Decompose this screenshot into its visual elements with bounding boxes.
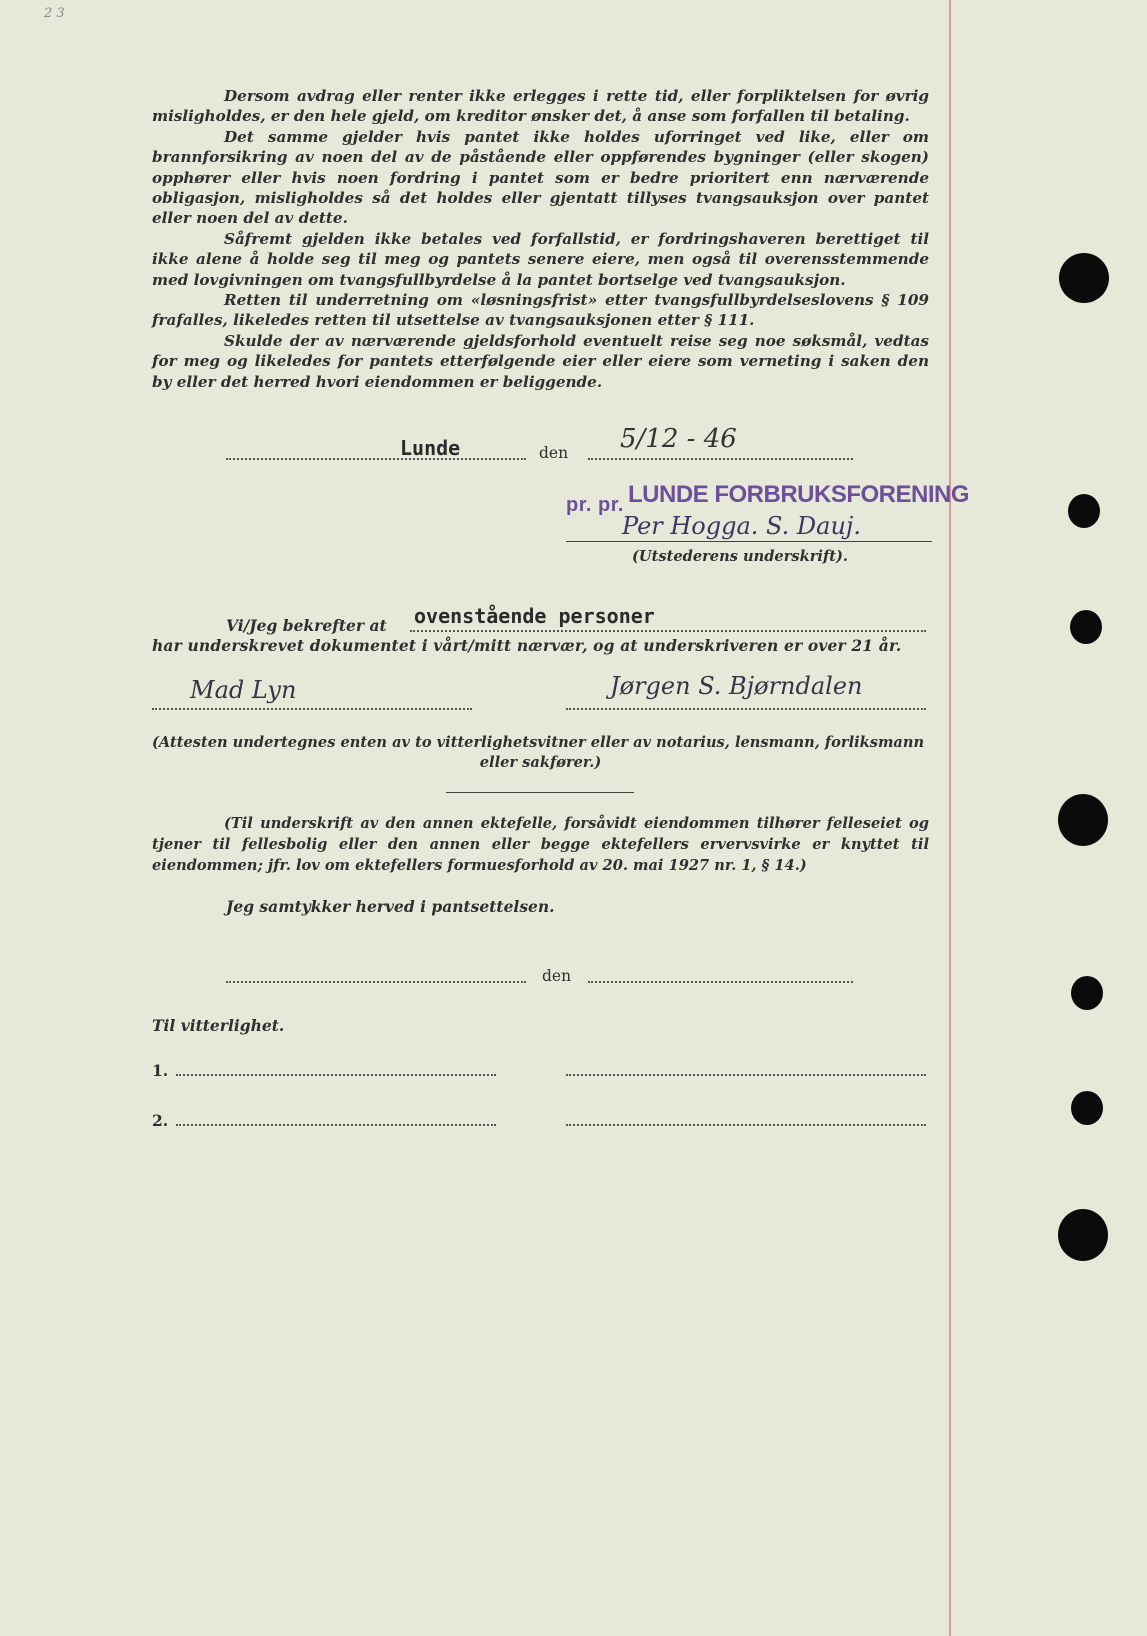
punch-hole <box>1059 253 1109 303</box>
section-divider <box>446 792 634 793</box>
witness-signature-line-2 <box>566 708 926 710</box>
issuer-signature-line <box>566 541 932 542</box>
spouse-note-text: (Til underskrift av den annen ektefelle, forsåvidt eiendommen tilhører felleseiet og tjener til fellesbolig eller den annen eller begge ektefellers ervervsvirke er knyttet til eiendommen; jfr. lov om ektefellers formuesforhold av 20. mai 1927 nr. 1, § 14.) <box>152 815 929 874</box>
punch-hole <box>1068 494 1100 528</box>
punch-hole <box>1071 976 1103 1010</box>
den-label-2: den <box>542 967 572 985</box>
place-value: Lunde <box>400 436 461 460</box>
witness-heading: Til vitterlighet. <box>152 1016 285 1035</box>
issuer-signature: Per Hogga. S. Dauj. <box>622 512 861 540</box>
witness-1-line-b <box>566 1074 926 1076</box>
confirm-line <box>410 630 926 632</box>
den-label: den <box>539 444 569 462</box>
witness-2-line-a <box>176 1124 496 1126</box>
confirm-typed-value: ovenstående personer <box>414 604 655 628</box>
paragraph-notice: Retten til underretning om «løsningsfrist» etter tvangsfullbyrdelseslovens § 109 frafalles, likeledes retten til utsettelse av tvangsauksjonen etter § 111. <box>152 291 929 330</box>
witness-signature-2: Jørgen S. Bjørndalen <box>610 672 863 700</box>
paragraph-collateral: Det samme gjelder hvis pantet ikke holdes uforringet ved like, eller om brannforsikring av noen del av de påstående eller oppførendes bygninger (eller skogen) opphører eller hvis noen fordring i pantet som er bedre prioritert enn nærværende obligasjon, misligholdes så det holdes eller gjentatt tillyses tvangsauksjon over pantet eller noen del av dette. <box>152 127 929 228</box>
witness-2-line-b <box>566 1124 926 1126</box>
attest-note-line-2: eller sakfører.) <box>479 754 602 771</box>
attest-note-line-1: (Attesten undertegnes enten av to vitterlighetsvitner eller av notarius, lensmann, forliksmann <box>152 734 925 751</box>
punch-hole <box>1058 794 1108 846</box>
paragraph-default: Dersom avdrag eller renter ikke erlegges i rette tid, eller forpliktelsen for øvrig misligholdes, er den hele gjeld, om kreditor ønsker det, å anse som forfallen til betaling. <box>152 87 929 126</box>
consent-text: Jeg samtykker herved i pantsettelsen. <box>226 897 555 916</box>
punch-hole <box>1058 1209 1108 1261</box>
paragraph-venue: Skulde der av nærværende gjeldsforhold eventuelt reise seg noe søksmål, vedtas for meg og likeledes for pantets etterfølgende eier eller eiere som verneting i saken den by eller det herred hvori eiendommen er beliggende. <box>152 331 929 391</box>
date-line-1 <box>588 458 853 460</box>
witness-signature-1: Mad Lyn <box>190 676 297 704</box>
company-stamp: LUNDE FORBRUKSFORENING <box>628 481 969 508</box>
confirm-prefix: Vi/Jeg bekrefter at <box>226 616 387 635</box>
spouse-note <box>152 814 929 876</box>
punch-hole <box>1071 1091 1103 1125</box>
witness-number-1: 1. <box>152 1061 169 1080</box>
witness-signature-line-1 <box>152 708 472 710</box>
punch-hole <box>1070 610 1102 644</box>
date-value: 5/12 - 46 <box>620 424 737 454</box>
confirm-rest: har underskrevet dokumentet i vårt/mitt nærvær, og at underskriveren er over 21 år. <box>152 636 902 655</box>
terms-text <box>152 86 929 392</box>
corner-mark: 2 3 <box>44 6 65 21</box>
witness-1-line-a <box>176 1074 496 1076</box>
witness-number-2: 2. <box>152 1111 169 1130</box>
paragraph-enforcement: Såfremt gjelden ikke betales ved forfallstid, er fordringshaveren berettiget til ikke alene å holde seg til meg og pantets senere eiere, men også til overensstemmende med lovgivningen om tvangsfullbyrdelse å la pantet bortselge ved tvangsauksjon. <box>152 229 929 289</box>
margin-rule <box>949 0 951 1636</box>
place-line-2 <box>226 981 526 983</box>
place-line-1 <box>226 458 526 460</box>
date-line-2 <box>588 981 853 983</box>
stamp-prefix: pr. pr. <box>566 494 624 516</box>
issuer-caption: (Utstederens underskrift). <box>632 548 848 565</box>
